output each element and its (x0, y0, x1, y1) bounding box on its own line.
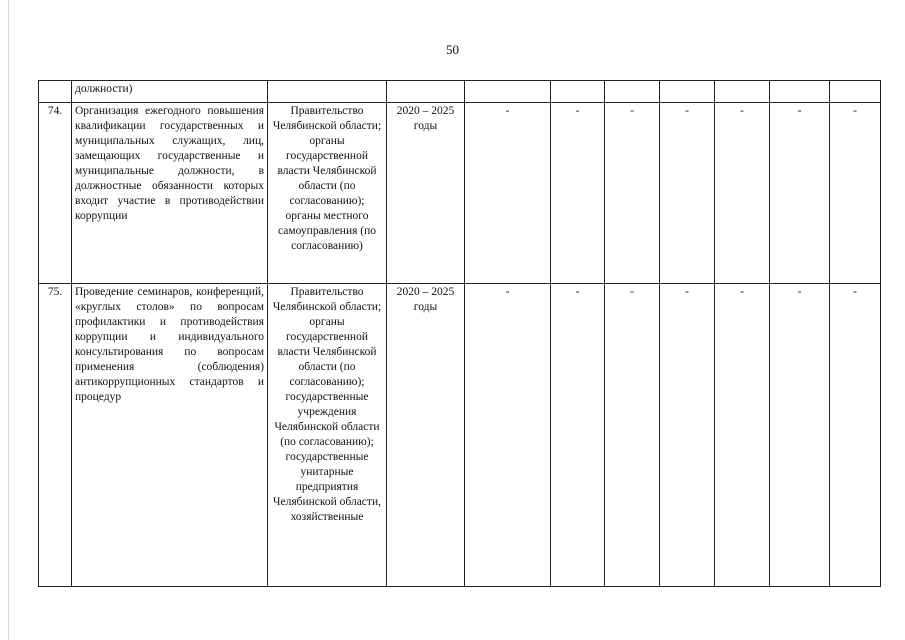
measure-name: Организация ежегодного повышения квалификации государственных и муниципальных служащих, лиц, замещающих государственные и муниципальные должности, в должностные обязанности которых входит участие в противодействии коррупции (72, 103, 268, 284)
table-row-continuation (39, 81, 881, 103)
funding-value: - (605, 284, 660, 587)
executor: Правительство Челябинской области; органы государственной власти Челябинской области (по согласованию); органы местного самоуправления (по согласованию) (268, 103, 387, 284)
table-row (39, 284, 881, 587)
funding-value: - (551, 103, 605, 284)
cell-value (660, 81, 715, 103)
row-number: 74. (39, 103, 72, 284)
executor: Правительство Челябинской области; органы государственной власти Челябинской области (по согласованию); государственные учреждения Челябинской области (по согласованию); государственные унитарные предприятия Челябинской области, хозяйственные (268, 284, 387, 587)
cell-value (830, 81, 881, 103)
funding-value: - (830, 103, 881, 284)
period: 2020 – 2025 годы (387, 103, 465, 284)
cell-value (715, 81, 770, 103)
funding-value: - (770, 284, 830, 587)
cell-value (605, 81, 660, 103)
cell-name: должности) (72, 81, 268, 103)
cell-value (551, 81, 605, 103)
funding-value: - (660, 284, 715, 587)
funding-value: - (605, 103, 660, 284)
funding-value: - (770, 103, 830, 284)
table-row (39, 103, 881, 284)
cell-value (465, 81, 551, 103)
measures-table (38, 80, 881, 587)
cell-num (39, 81, 72, 103)
funding-value: - (715, 103, 770, 284)
cell-executor (268, 81, 387, 103)
period: 2020 – 2025 годы (387, 284, 465, 587)
funding-value: - (715, 284, 770, 587)
page-left-edge (8, 0, 9, 640)
funding-value: - (830, 284, 881, 587)
funding-value: - (660, 103, 715, 284)
funding-value: - (551, 284, 605, 587)
cell-value (770, 81, 830, 103)
funding-value: - (465, 284, 551, 587)
row-number: 75. (39, 284, 72, 587)
measure-name: Проведение семинаров, конференций, «круглых столов» по вопросам профилактики и противодействия коррупции и индивидуального консультирования по вопросам применения (соблюдения) антикоррупционных стандартов и процедур (72, 284, 268, 587)
cell-period (387, 81, 465, 103)
funding-value: - (465, 103, 551, 284)
page-number: 50 (446, 42, 459, 57)
